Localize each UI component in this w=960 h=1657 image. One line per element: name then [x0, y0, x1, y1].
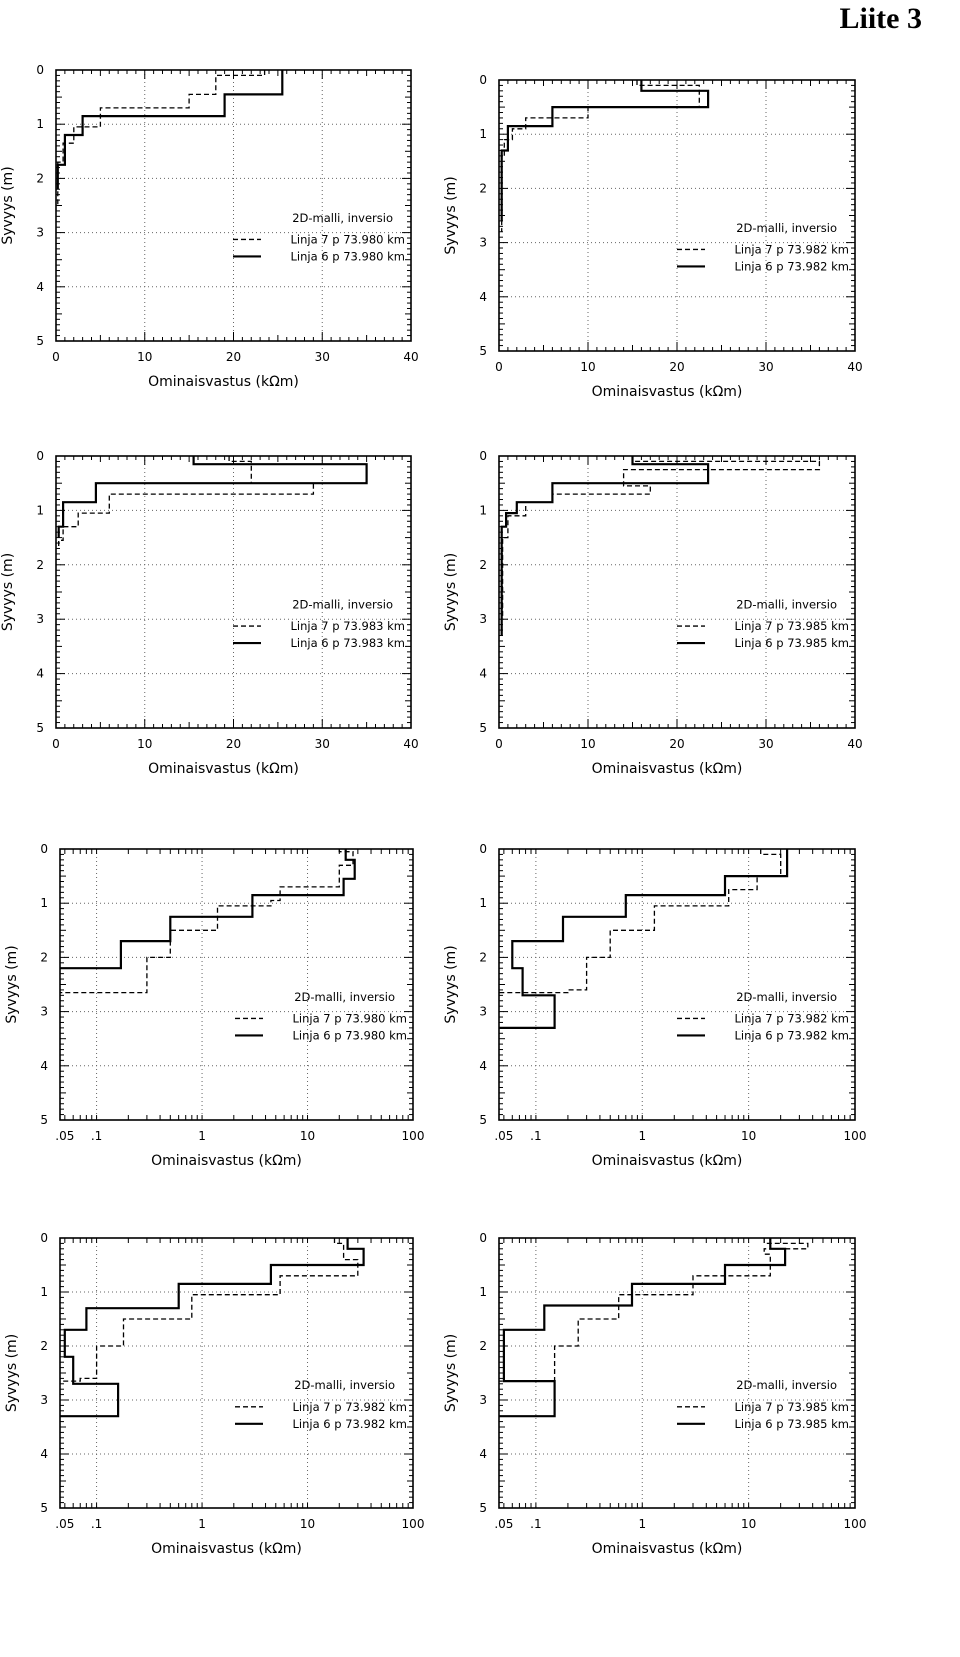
x-tick-label: 10 [580, 360, 596, 374]
x-tick-label: 100 [401, 1129, 425, 1143]
x-tick-label: 10 [299, 1129, 316, 1143]
x-tick-label: .1 [90, 1517, 103, 1531]
x-tick-label: 10 [740, 1517, 757, 1531]
legend-entry: Linja 7 p 73.980 km [292, 1011, 407, 1026]
y-tick-label: 1 [479, 1285, 487, 1299]
y-tick-label: 2 [479, 1339, 487, 1353]
series-line-1 [502, 80, 700, 232]
x-tick-label: .1 [530, 1517, 542, 1531]
legend-title: 2D-malli, inversio [736, 1378, 837, 1393]
y-tick-label: 3 [36, 225, 44, 240]
x-tick-label: .05 [494, 1517, 514, 1531]
x-tick-label: .1 [530, 1129, 542, 1143]
y-tick-label: 1 [36, 503, 44, 518]
x-tick-label: 30 [758, 360, 774, 374]
series-line-1 [60, 849, 353, 993]
x-tick-label: .05 [494, 1129, 514, 1143]
y-tick-label: 2 [40, 950, 48, 965]
x-axis-title: Ominaisvastus (kΩm) [148, 761, 299, 777]
y-tick-label: 4 [479, 289, 487, 304]
series-line-1 [503, 456, 820, 619]
depth-profile-chart-2 [443, 73, 863, 400]
x-tick-label: 40 [403, 350, 419, 364]
x-tick-label: 10 [580, 737, 596, 751]
y-axis-title: Syvyys (m) [4, 945, 20, 1024]
y-tick-label: 1 [40, 896, 48, 911]
x-axis-title: Ominaisvastus (kΩm) [591, 761, 743, 777]
legend-entry: Linja 6 p 73.980 km [290, 249, 405, 264]
legend-entry: Linja 7 p 73.982 km [734, 242, 849, 257]
x-tick-label: .05 [55, 1517, 75, 1531]
x-tick-label: 100 [401, 1517, 425, 1531]
x-tick-label: 0 [52, 737, 60, 751]
legend-title: 2D-malli, inversio [736, 597, 837, 612]
series-line-1 [60, 1238, 358, 1381]
legend-entry: Linja 6 p 73.980 km [292, 1028, 407, 1043]
legend-entry: Linja 7 p 73.982 km [292, 1399, 407, 1414]
legend-title: 2D-malli, inversio [736, 989, 837, 1004]
y-tick-label: 5 [36, 334, 44, 348]
y-axis-title: Syvyys (m) [0, 166, 16, 245]
x-tick-label: 20 [225, 350, 242, 364]
plot-frame [60, 849, 413, 1120]
x-axis-title: Ominaisvastus (kΩm) [151, 1153, 302, 1169]
x-tick-label: 10 [299, 1517, 316, 1531]
depth-profile-chart-4 [443, 449, 863, 777]
y-tick-label: 1 [479, 127, 487, 142]
x-tick-label: 10 [137, 350, 153, 364]
y-axis-title: Syvyys (m) [443, 552, 459, 632]
x-tick-label: 1 [638, 1517, 647, 1531]
y-tick-label: 2 [36, 557, 44, 572]
y-tick-label: 1 [40, 1285, 48, 1299]
plot-frame [499, 1238, 855, 1508]
legend-title: 2D-malli, inversio [294, 989, 395, 1004]
x-tick-label: 0 [52, 350, 60, 364]
x-tick-label: 30 [758, 737, 774, 751]
x-tick-label: 100 [843, 1517, 867, 1531]
x-axis-title: Ominaisvastus (kΩm) [591, 1153, 743, 1169]
y-tick-label: 3 [479, 612, 487, 627]
legend-entry: Linja 6 p 73.985 km [734, 636, 849, 651]
y-tick-label: 1 [479, 503, 487, 518]
y-tick-label: 2 [36, 171, 44, 186]
y-tick-label: 4 [479, 1447, 487, 1461]
legend-entry: Linja 7 p 73.985 km [734, 619, 849, 634]
x-tick-label: 100 [843, 1129, 867, 1143]
y-tick-label: 0 [40, 842, 48, 856]
legend-entry: Linja 7 p 73.982 km [734, 1011, 849, 1026]
page-title: Liite 3 [839, 2, 922, 35]
y-tick-label: 0 [479, 73, 487, 87]
x-tick-label: .1 [90, 1129, 103, 1143]
series-line-2 [502, 80, 708, 221]
y-tick-label: 3 [479, 1004, 487, 1019]
y-tick-label: 0 [479, 449, 487, 463]
y-tick-label: 0 [40, 1231, 48, 1245]
y-axis-title: Syvyys (m) [443, 945, 459, 1024]
depth-profile-chart-7 [4, 1231, 424, 1557]
depth-profile-chart-1 [0, 63, 419, 390]
y-tick-label: 3 [36, 612, 44, 627]
x-tick-label: 20 [225, 737, 242, 751]
y-tick-label: 0 [479, 1231, 487, 1245]
y-tick-label: 2 [479, 557, 487, 572]
y-tick-label: 5 [479, 1113, 487, 1127]
x-tick-label: 1 [198, 1517, 206, 1531]
x-tick-label: 40 [847, 360, 863, 374]
y-tick-label: 0 [479, 842, 487, 856]
y-tick-label: 4 [479, 1058, 487, 1073]
y-tick-label: 2 [479, 950, 487, 965]
x-axis-title: Ominaisvastus (kΩm) [148, 374, 299, 390]
x-tick-label: 1 [638, 1129, 647, 1143]
legend-title: 2D-malli, inversio [736, 220, 837, 235]
y-tick-label: 1 [479, 896, 487, 911]
y-tick-label: 1 [36, 117, 44, 132]
y-tick-label: 3 [479, 235, 487, 250]
y-tick-label: 2 [40, 1339, 48, 1353]
series-line-2 [59, 456, 367, 538]
x-tick-label: 40 [847, 737, 863, 751]
y-tick-label: 4 [40, 1447, 48, 1461]
legend-entry: Linja 7 p 73.980 km [290, 232, 405, 247]
depth-profile-chart-8 [443, 1231, 866, 1557]
plot-frame [60, 1238, 413, 1508]
x-tick-label: 10 [740, 1129, 757, 1143]
y-tick-label: 5 [479, 1501, 487, 1515]
x-tick-label: .05 [55, 1129, 75, 1143]
y-tick-label: 4 [40, 1058, 48, 1073]
series-line-2 [60, 849, 355, 968]
y-tick-label: 3 [479, 1393, 487, 1407]
y-axis-title: Syvyys (m) [443, 1333, 459, 1413]
y-tick-label: 5 [40, 1501, 48, 1515]
y-tick-label: 4 [36, 279, 44, 294]
x-tick-label: 20 [669, 360, 685, 374]
y-axis-title: Syvyys (m) [4, 1333, 20, 1413]
legend-entry: Linja 6 p 73.982 km [734, 259, 849, 274]
x-tick-label: 10 [137, 737, 153, 751]
y-tick-label: 3 [40, 1004, 48, 1019]
legend-entry: Linja 6 p 73.982 km [734, 1028, 849, 1043]
legend-title: 2D-malli, inversio [292, 597, 393, 612]
y-tick-label: 5 [40, 1113, 48, 1127]
x-tick-label: 40 [403, 737, 419, 751]
legend-entry: Linja 7 p 73.985 km [734, 1399, 849, 1414]
x-axis-title: Ominaisvastus (kΩm) [151, 1541, 302, 1557]
legend-entry: Linja 6 p 73.983 km [290, 636, 405, 651]
x-axis-title: Ominaisvastus (kΩm) [591, 1541, 743, 1557]
legend-title: 2D-malli, inversio [294, 1378, 395, 1393]
y-tick-label: 0 [36, 63, 44, 77]
depth-profile-chart-6 [443, 842, 866, 1169]
y-axis-title: Syvyys (m) [443, 176, 459, 255]
x-tick-label: 30 [314, 737, 330, 751]
x-tick-label: 20 [669, 737, 685, 751]
x-tick-label: 30 [314, 350, 330, 364]
legend-entry: Linja 6 p 73.985 km [734, 1416, 849, 1431]
x-tick-label: 1 [198, 1129, 206, 1143]
y-tick-label: 5 [479, 721, 487, 735]
y-tick-label: 4 [479, 666, 487, 681]
legend-entry: Linja 7 p 73.983 km [290, 619, 405, 634]
plot-frame [499, 849, 855, 1120]
y-tick-label: 5 [479, 344, 487, 358]
y-tick-label: 2 [479, 181, 487, 196]
x-tick-label: 0 [495, 737, 503, 751]
y-tick-label: 0 [36, 449, 44, 463]
depth-profile-chart-3 [0, 449, 419, 777]
y-tick-label: 4 [36, 666, 44, 681]
x-axis-title: Ominaisvastus (kΩm) [591, 384, 743, 400]
depth-profile-chart-5 [4, 842, 424, 1169]
x-tick-label: 0 [495, 360, 503, 374]
legend-entry: Linja 6 p 73.982 km [292, 1416, 407, 1431]
series-line-2 [58, 70, 282, 189]
y-tick-label: 3 [40, 1393, 48, 1407]
series-line-1 [499, 849, 781, 993]
legend-title: 2D-malli, inversio [292, 210, 393, 225]
y-tick-label: 5 [36, 721, 44, 735]
y-axis-title: Syvyys (m) [0, 552, 16, 632]
